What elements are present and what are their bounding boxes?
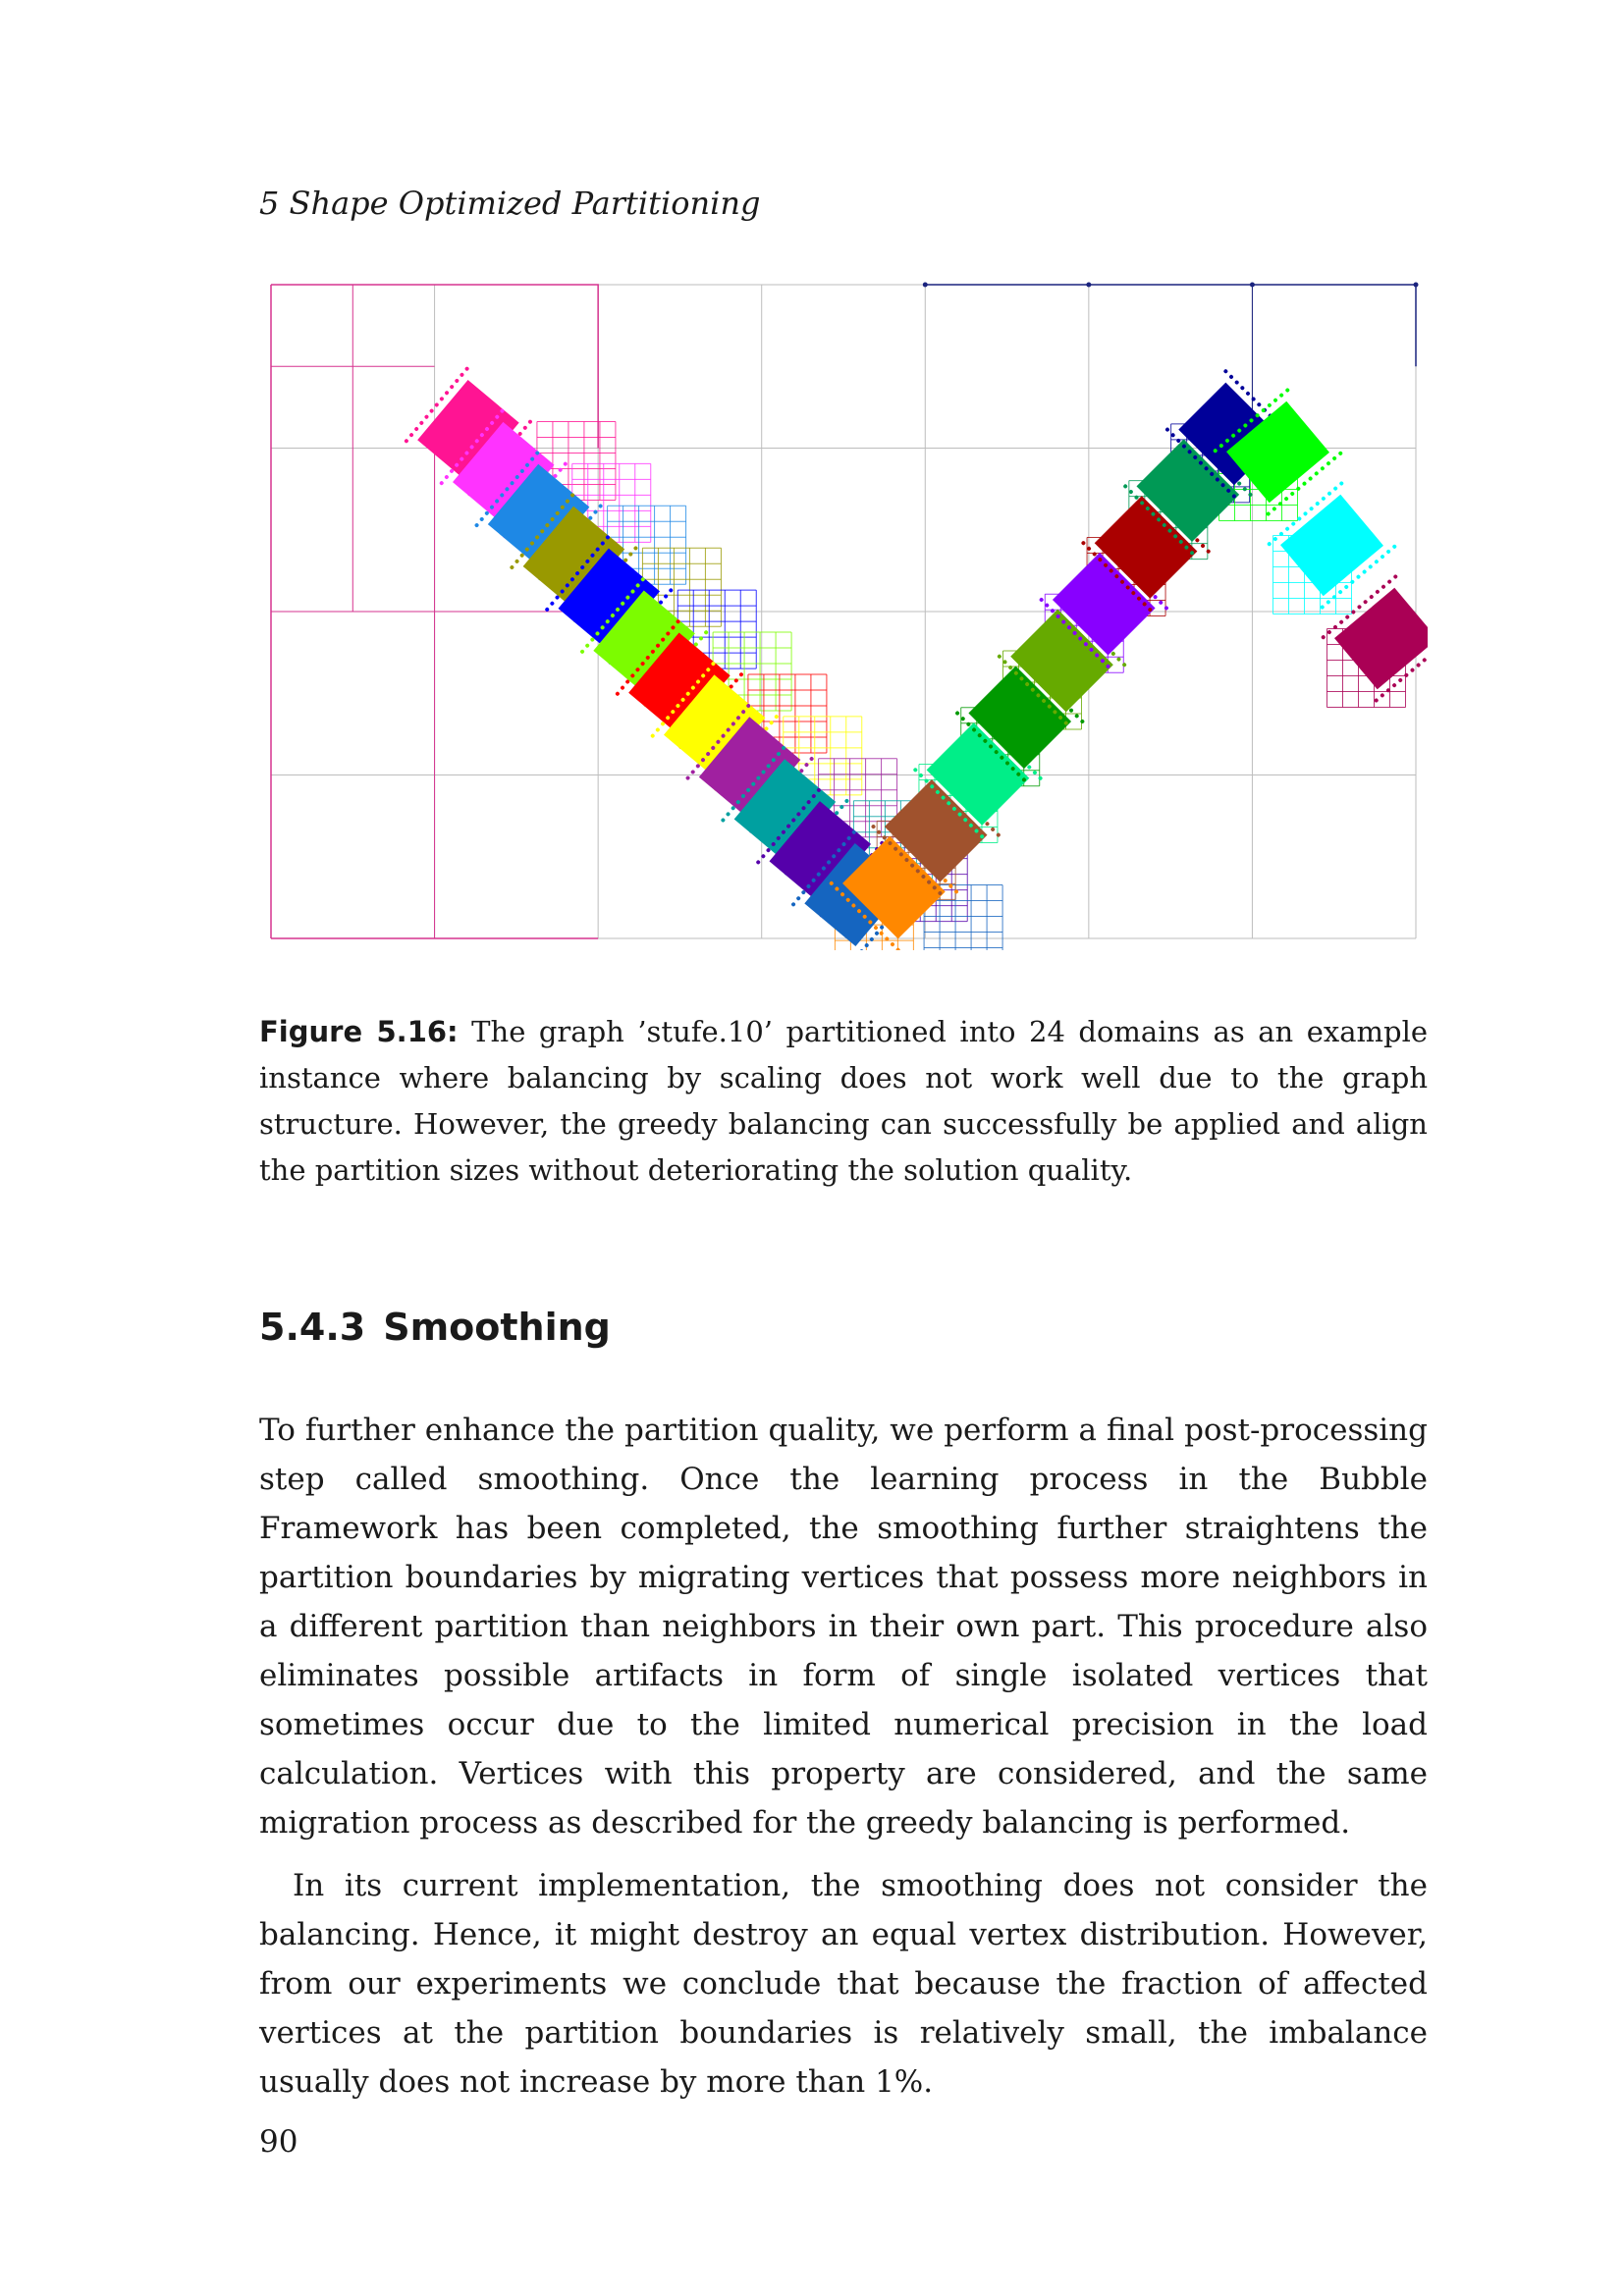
domain-vertex bbox=[1344, 614, 1350, 620]
domain-vertex bbox=[1302, 481, 1308, 487]
caption-label: Figure 5.16: bbox=[259, 1015, 459, 1048]
domain-vertex bbox=[1363, 599, 1369, 605]
domain-vertex bbox=[1343, 584, 1349, 590]
domain-vertex bbox=[1234, 380, 1240, 386]
domain-vertex bbox=[579, 649, 585, 655]
domain-vertex bbox=[620, 685, 625, 691]
domain-vertex bbox=[444, 474, 450, 480]
domain-vertex bbox=[1164, 606, 1169, 612]
domain-vertex bbox=[1397, 677, 1403, 683]
domain-vertex bbox=[726, 812, 731, 818]
domain-vertex bbox=[408, 432, 414, 438]
domain-vertex bbox=[1386, 579, 1392, 585]
domain-vertex bbox=[593, 509, 599, 515]
domain-vertex bbox=[774, 714, 780, 720]
domain-vertex bbox=[1245, 391, 1251, 397]
domain-vertex bbox=[1422, 658, 1428, 664]
domain-vertex bbox=[668, 588, 674, 594]
figure-caption bbox=[259, 1009, 1428, 1194]
domain-vertex bbox=[449, 384, 455, 390]
section-title: Smoothing bbox=[383, 1306, 611, 1349]
domain-vertex bbox=[439, 480, 445, 486]
domain-vertex bbox=[879, 931, 885, 936]
domain-vertex bbox=[1331, 455, 1337, 461]
domain-vertex bbox=[1410, 667, 1416, 673]
domain-vertex bbox=[869, 936, 875, 942]
domain-vertex bbox=[1385, 549, 1391, 555]
domain-vertex bbox=[1290, 521, 1296, 527]
domain-vertex bbox=[1338, 619, 1344, 625]
domain-vertex bbox=[1338, 481, 1344, 487]
domain-vertex bbox=[460, 372, 465, 378]
domain-vertex bbox=[522, 425, 528, 431]
domain-vertex bbox=[1326, 460, 1331, 466]
section-number: 5.4.3 bbox=[259, 1306, 366, 1349]
domain-core bbox=[1334, 588, 1428, 690]
domain-vertex bbox=[804, 762, 810, 768]
section-heading bbox=[259, 1306, 611, 1349]
domain-vertex bbox=[703, 629, 709, 635]
domain-vertex bbox=[1326, 491, 1332, 497]
domain-vertex bbox=[584, 643, 590, 649]
domain-block bbox=[1321, 574, 1428, 704]
paragraph-1: To further enhance the partition quality, we perform a final post-processing step called smoothing. Once the learning process in the Bubble Framework has been completed, the smoothing further straightens the partition boundaries by migrating vertices that possess more neighbors in a different partition than neighbors in their own part. This procedure also eliminates possible artifacts in form of single isolated vertices that sometimes occur due to the limited numerical precision in the load calculation. Vertices with this property are considered, and the same migration process as described for the greedy balancing is performed. bbox=[259, 1413, 1428, 1841]
domain-vertex bbox=[1314, 471, 1320, 477]
domain-vertex bbox=[418, 420, 424, 426]
domain-vertex bbox=[738, 671, 744, 677]
domain-vertex bbox=[1122, 484, 1128, 490]
domain-vertex bbox=[1337, 589, 1343, 595]
domain-vertex bbox=[1038, 775, 1044, 781]
domain-vertex bbox=[1356, 574, 1362, 580]
mesh-vertex bbox=[1250, 283, 1255, 288]
domain-vertex bbox=[424, 414, 430, 420]
domain-vertex bbox=[1121, 662, 1127, 667]
domain-vertex bbox=[1272, 507, 1277, 512]
domain-vertex bbox=[663, 594, 669, 600]
domain-vertex bbox=[996, 832, 1001, 838]
domain-vertex bbox=[633, 546, 639, 552]
domain-vertex bbox=[1284, 526, 1290, 532]
domain-vertex bbox=[1223, 368, 1229, 374]
domain-vertex bbox=[1080, 719, 1086, 724]
domain-vertex bbox=[1374, 559, 1380, 564]
domain-vertex bbox=[809, 756, 815, 762]
domain-vertex bbox=[1357, 605, 1363, 611]
domain-vertex bbox=[514, 559, 520, 564]
domain-vertex bbox=[615, 691, 621, 697]
caption-text: The graph ’stufe.10’ partitioned into 24 domains as an example instance where balancing by scaling does not work well due to the graph structure. However, the greedy balancing can successfully be applied and align the partition sizes without deteriorating the solution quality. bbox=[259, 1015, 1429, 1187]
domain-vertex bbox=[871, 824, 877, 829]
domain-vertex bbox=[1309, 506, 1315, 511]
domain-vertex bbox=[404, 438, 409, 444]
domain-vertex bbox=[1326, 600, 1331, 606]
domain-vertex bbox=[1350, 579, 1356, 585]
domain-vertex bbox=[1362, 569, 1368, 575]
page-number: 90 bbox=[259, 2124, 298, 2160]
domain-vertex bbox=[997, 654, 1002, 660]
domain-vertex bbox=[1404, 672, 1410, 678]
domain-vertex bbox=[1368, 564, 1374, 570]
domain-vertex bbox=[790, 901, 796, 907]
domain-vertex bbox=[690, 770, 696, 775]
domain-vertex bbox=[954, 711, 960, 717]
domain-vertex bbox=[1392, 574, 1398, 580]
domain-vertex bbox=[1375, 589, 1380, 595]
domain-vertex bbox=[733, 677, 739, 683]
domain-vertex bbox=[1303, 511, 1309, 517]
domain-vertex bbox=[769, 720, 775, 725]
domain-vertex bbox=[1321, 634, 1326, 640]
domain-vertex bbox=[698, 636, 704, 642]
domain-vertex bbox=[413, 426, 419, 432]
mesh-vertex bbox=[1414, 283, 1419, 288]
domain-vertex bbox=[1267, 402, 1272, 408]
domain-vertex bbox=[464, 366, 470, 372]
domain-vertex bbox=[1278, 393, 1284, 399]
domain-vertex bbox=[1289, 491, 1295, 497]
domain-vertex bbox=[859, 948, 865, 950]
domain-vertex bbox=[874, 931, 880, 936]
domain-vertex bbox=[795, 895, 801, 901]
domain-vertex bbox=[844, 798, 850, 804]
domain-vertex bbox=[1380, 693, 1385, 699]
domain-vertex bbox=[1391, 682, 1397, 688]
domain-vertex bbox=[510, 564, 515, 570]
domain-vertex bbox=[655, 727, 661, 733]
domain-vertex bbox=[1380, 584, 1386, 590]
domain-vertex bbox=[873, 925, 879, 931]
domain-vertex bbox=[912, 767, 918, 773]
domain-vertex bbox=[1321, 496, 1326, 502]
domain-vertex bbox=[1296, 486, 1302, 492]
running-header: 5 Shape Optimized Partitioning bbox=[259, 185, 761, 222]
domain-vertex bbox=[1240, 385, 1246, 391]
paragraph-2: In its current implementation, the smoothing does not consider the balancing. Hence, it might destroy an equal vertex distribution. However, from our experiments we conclude that because the fraction of affected vertices at the partition boundaries is relatively small, the imbalance usually does not increase by more than 1%. bbox=[259, 1868, 1428, 2100]
domain-vertex bbox=[755, 860, 761, 866]
domain-vertex bbox=[558, 467, 564, 473]
body-text bbox=[259, 1406, 1428, 2120]
figure-partition-graph bbox=[259, 273, 1428, 950]
mesh-vertex bbox=[923, 283, 928, 288]
domain-vertex bbox=[563, 461, 568, 467]
domain-vertex bbox=[1081, 540, 1087, 546]
domain-vertex bbox=[1039, 597, 1045, 603]
domain-vertex bbox=[1164, 427, 1170, 433]
domain-vertex bbox=[890, 941, 895, 947]
domain-vertex bbox=[1284, 388, 1290, 394]
domain-vertex bbox=[839, 804, 844, 810]
partition-graph-image bbox=[259, 273, 1428, 950]
domain-vertex bbox=[1391, 544, 1397, 550]
domain-vertex bbox=[627, 552, 633, 558]
domain-vertex bbox=[474, 522, 480, 528]
domain-vertex bbox=[1283, 496, 1289, 502]
mesh-edge bbox=[925, 285, 1416, 366]
domain-vertex bbox=[439, 397, 445, 402]
domain-vertex bbox=[1272, 398, 1278, 403]
domain-vertex bbox=[1369, 594, 1375, 600]
domain-vertex bbox=[1267, 541, 1272, 547]
domain-vertex bbox=[1337, 451, 1343, 456]
domain-vertex bbox=[1228, 374, 1234, 380]
domain-vertex bbox=[1308, 476, 1314, 482]
domain-vertex bbox=[1320, 465, 1326, 471]
domain-vertex bbox=[879, 925, 885, 931]
domain-vertex bbox=[1315, 501, 1321, 507]
domain-core bbox=[1280, 495, 1383, 597]
domain-vertex bbox=[550, 601, 556, 607]
domain-vertex bbox=[429, 408, 435, 414]
domain-vertex bbox=[454, 378, 460, 384]
domain-vertex bbox=[1251, 397, 1257, 402]
domain-vertex bbox=[650, 733, 656, 739]
domain-vertex bbox=[1332, 486, 1338, 492]
domain-band-layer bbox=[404, 366, 1428, 950]
domain-vertex bbox=[1416, 663, 1422, 668]
domain-vertex bbox=[721, 818, 727, 824]
domain-vertex bbox=[444, 390, 450, 396]
domain-vertex bbox=[479, 516, 485, 522]
domain-vertex bbox=[864, 942, 870, 948]
domain-vertex bbox=[1206, 549, 1212, 555]
domain-vertex bbox=[1256, 401, 1262, 407]
domain-vertex bbox=[527, 419, 533, 425]
domain-vertex bbox=[685, 775, 691, 781]
mesh-vertex bbox=[1086, 283, 1091, 288]
domain-vertex bbox=[1380, 554, 1385, 560]
